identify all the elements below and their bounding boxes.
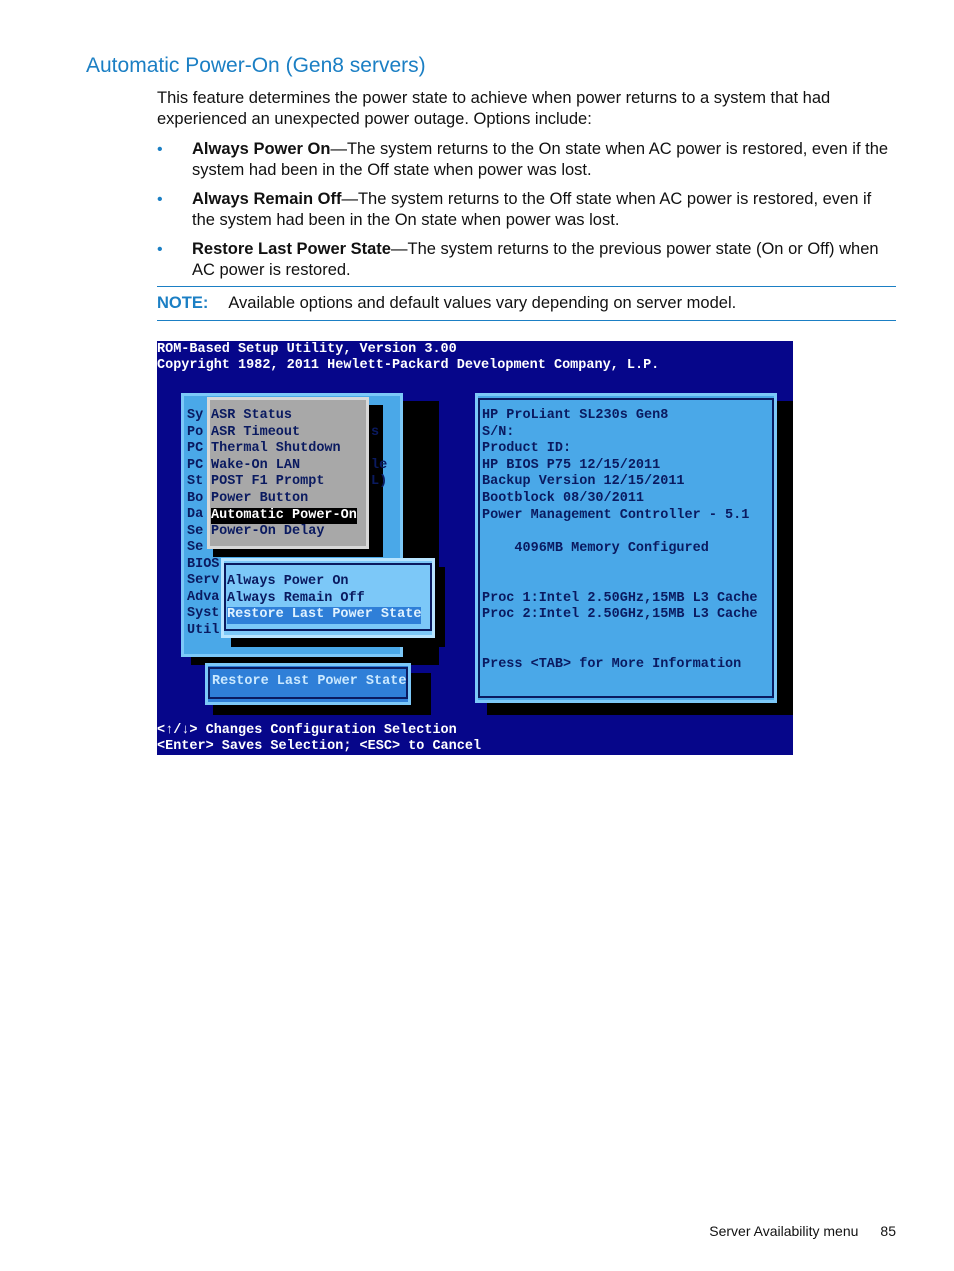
- main-menu-item: Serv: [187, 573, 220, 588]
- submenu-item: Thermal Shutdown: [211, 441, 341, 457]
- page-footer: [709, 1223, 896, 1239]
- main-menu-item: Se: [187, 523, 204, 539]
- page-number: 85: [880, 1223, 896, 1239]
- note-text: Available options and default values vary depending on server model.: [228, 294, 737, 312]
- submenu-fragment: s: [371, 425, 380, 440]
- option-name: Always Remain Off: [192, 190, 342, 208]
- main-menu-item: Util: [187, 622, 220, 638]
- footer-section: Server Availability menu: [709, 1223, 859, 1239]
- info-line: Bootblock 08/30/2011: [482, 491, 645, 506]
- list-item: [157, 139, 897, 181]
- info-line: Proc 2:Intel 2.50GHz,15MB L3 Cache: [482, 607, 758, 623]
- main-menu-item: Syst: [187, 606, 220, 621]
- submenu-item: Power-On Delay: [211, 524, 325, 540]
- option-item: Always Power On: [227, 574, 349, 589]
- option-name: Restore Last Power State: [192, 240, 391, 258]
- screen-footer-navigation: <↑/↓> Changes Configuration Selection: [157, 723, 457, 738]
- bullet-icon: •: [157, 141, 163, 158]
- option-description: —The system returns to the previous power state (On or Off) when AC power is restored.: [192, 240, 879, 279]
- info-line: S/N:: [482, 424, 515, 440]
- list-item: [157, 239, 897, 281]
- main-menu-item: St: [187, 474, 204, 489]
- info-line: Power Management Controller - 5.1: [482, 507, 750, 523]
- info-line: Press <TAB> for More Information: [482, 657, 742, 672]
- main-menu-item: PC: [187, 441, 204, 456]
- option-description: —The system returns to the On state when AC power is restored, even if the system had been in the Off state when power was lost.: [192, 140, 889, 179]
- submenu-item: POST F1 Prompt: [211, 474, 325, 490]
- list-item: [157, 189, 897, 231]
- options-list: [157, 139, 897, 289]
- info-line: 4096MB Memory Configured: [482, 540, 709, 556]
- main-menu-item: Bo: [187, 490, 204, 506]
- option-item: Restore Last Power State: [227, 607, 422, 622]
- main-menu-item: Da: [187, 507, 204, 522]
- main-menu-item: Adva: [187, 589, 220, 605]
- main-menu-item: PC: [187, 457, 204, 473]
- submenu-item: ASR Status: [211, 408, 293, 423]
- bios-screenshot: [157, 341, 793, 755]
- info-line: Product ID:: [482, 441, 572, 457]
- main-menu-item: Po: [187, 424, 204, 440]
- submenu-item: Wake-On LAN: [211, 457, 301, 473]
- intro-paragraph: This feature determines the power state to achieve when power returns to a system that had experienced an unexpected power outage. Options include:: [157, 89, 831, 128]
- screen-footer-save: <Enter> Saves Selection; <ESC> to Cancel: [157, 739, 482, 754]
- screen-header-title: ROM-Based Setup Utility, Version 3.00: [157, 342, 457, 357]
- submenu-item: ASR Timeout: [211, 424, 301, 440]
- submenu-fragment: L): [371, 474, 388, 489]
- bullet-icon: •: [157, 191, 163, 208]
- main-menu-item: BIOS: [187, 556, 220, 572]
- note-box: [157, 286, 896, 321]
- bullet-icon: •: [157, 241, 163, 258]
- info-line: HP ProLiant SL230s Gen8: [482, 408, 669, 423]
- info-line: Proc 1:Intel 2.50GHz,15MB L3 Cache: [482, 590, 758, 606]
- option-name: Always Power On: [192, 140, 331, 158]
- option-description: —The system returns to the Off state when AC power is restored, even if the system had been in the On state when power was lost.: [192, 190, 872, 229]
- submenu-fragment: le: [371, 458, 388, 473]
- main-menu-item: Se: [187, 540, 204, 555]
- info-line: Backup Version 12/15/2011: [482, 474, 685, 490]
- note-label: NOTE:: [157, 294, 209, 312]
- section-heading: Automatic Power-On (Gen8 servers): [86, 54, 426, 77]
- screen-header-copyright: Copyright 1982, 2011 Hewlett-Packard Development Company, L.P.: [157, 358, 660, 373]
- submenu-item: Power Button: [211, 491, 309, 506]
- current-value: Restore Last Power State: [212, 674, 407, 689]
- option-item: Always Remain Off: [227, 590, 365, 606]
- submenu-item: Automatic Power-On: [211, 507, 357, 523]
- main-menu-item: Sy: [187, 408, 204, 423]
- info-line: HP BIOS P75 12/15/2011: [482, 457, 661, 473]
